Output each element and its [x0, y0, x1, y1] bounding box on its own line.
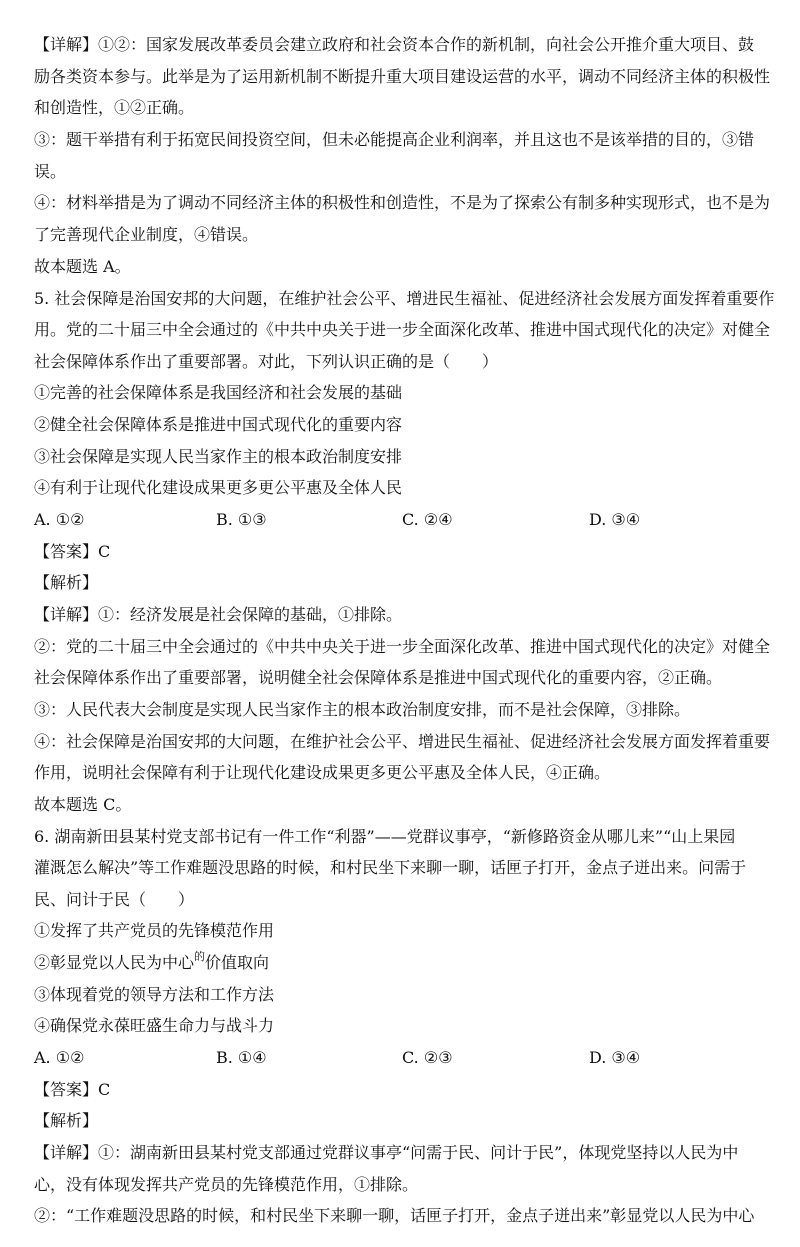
text-line: ②：党的二十届三中全会通过的《中共中央关于进一步全面深化改革、推进中国式现代化的决定》对健全 — [34, 637, 771, 656]
text-line: 和创造性，①②正确。 — [34, 98, 195, 117]
option-a: A. ①② — [34, 1048, 85, 1067]
text-line: 社会保障体系作出了重要部署。对此，下列认识正确的是（ ） — [34, 352, 499, 371]
option-b: B. ①④ — [216, 1048, 267, 1067]
answer-options-q6 — [34, 1047, 774, 1069]
text-line: 民、问计于民（ ） — [34, 890, 195, 909]
text-line: ④：材料举措是为了调动不同经济主体的积极性和创造性，不是为了探索公有制多种实现形式，也不是为 — [34, 193, 771, 212]
option-d: D. ③④ — [589, 1048, 641, 1067]
question-6-stem: 6. 湖南新田县某村党支部书记有一件工作“利器”——党群议事亭，“新修路资金从哪儿来”“山上果园 — [34, 827, 736, 846]
answer-label: 【答案】C — [34, 542, 111, 561]
text-line: 心，没有体现发挥共产党员的先锋模范作用，①排除。 — [34, 1175, 419, 1194]
analysis-label: 【解析】 — [34, 1111, 99, 1130]
text-line: 用。党的二十届三中全会通过的《中共中央关于进一步全面深化改革、推进中国式现代化的决定》对健全 — [34, 320, 771, 339]
text-line: 社会保障体系作出了重要部署，说明健全社会保障体系是推进中国式现代化的重要内容，②正确。 — [34, 668, 723, 687]
text-line: 励各类资本参与。此举是为了运用新机制不断提升重大项目建设运营的水平，调动不同经济主体的积极性 — [34, 67, 771, 86]
text-line: 作用，说明社会保障有利于让现代化建设成果更多更公平惠及全体人民，④正确。 — [34, 763, 611, 782]
option-b: B. ①③ — [216, 510, 267, 529]
text-line: 误。 — [34, 162, 67, 181]
text-line: 【详解】①：经济发展是社会保障的基础，①排除。 — [34, 605, 403, 624]
text-line: 故本题选 A。 — [34, 257, 131, 276]
statement-text: 价值取向 — [205, 953, 270, 972]
statement-3: ③体现着党的领导方法和工作方法 — [34, 985, 275, 1004]
text-line: 故本题选 C。 — [34, 795, 132, 814]
statement-2 — [34, 952, 774, 974]
question-5-stem: 5. 社会保障是治国安邦的大问题，在维护社会公平、增进民生福祉、促进经济社会发展方面发挥着重要作 — [34, 289, 775, 308]
text-line: ②：“工作难题没思路的时候，和村民坐下来聊一聊，话匣子打开，金点子迸出来”彰显党以人民为中心 — [34, 1206, 755, 1225]
answer-label: 【答案】C — [34, 1080, 111, 1099]
text-line: ④：社会保障是治国安邦的大问题，在维护社会公平、增进民生福祉、促进经济社会发展方面发挥着重要 — [34, 732, 771, 751]
option-d: D. ③④ — [589, 510, 641, 529]
text-line: 了完善现代企业制度，④错误。 — [34, 225, 259, 244]
option-c: C. ②④ — [402, 510, 453, 529]
statement-1: ①发挥了共产党员的先锋模范作用 — [34, 921, 275, 940]
statement-1: ①完善的社会保障体系是我国经济和社会发展的基础 — [34, 383, 403, 402]
option-a: A. ①② — [34, 510, 85, 529]
option-c: C. ②③ — [402, 1048, 453, 1067]
analysis-label: 【解析】 — [34, 573, 99, 592]
statement-text: ②彰显党以人民为中心 — [34, 953, 195, 972]
answer-options-q5 — [34, 509, 774, 531]
statement-3: ③社会保障是实现人民当家作主的根本政治制度安排 — [34, 447, 403, 466]
text-line: ③：题干举措有利于拓宽民间投资空间，但未必能提高企业利润率，并且这也不是该举措的目的，③错 — [34, 130, 755, 149]
statement-4: ④确保党永葆旺盛生命力与战斗力 — [34, 1016, 275, 1035]
text-line: 【详解】①：湖南新田县某村党支部通过党群议事亭“问需于民、问计于民”，体现党坚持以人民为中 — [34, 1143, 739, 1162]
statement-2: ②健全社会保障体系是推进中国式现代化的重要内容 — [34, 415, 403, 434]
statement-4: ④有利于让现代化建设成果更多更公平惠及全体人民 — [34, 478, 403, 497]
text-line: ③：人民代表大会制度是实现人民当家作主的根本政治制度安排，而不是社会保障，③排除。 — [34, 700, 691, 719]
superscript-char: 的 — [194, 950, 206, 963]
text-line: 【详解】①②：国家发展改革委员会建立政府和社会资本合作的新机制，向社会公开推介重大项目、鼓 — [34, 35, 755, 54]
text-line: 灌溉怎么解决”等工作难题没思路的时候，和村民坐下来聊一聊，话匣子打开，金点子迸出来。问需于 — [34, 858, 747, 877]
